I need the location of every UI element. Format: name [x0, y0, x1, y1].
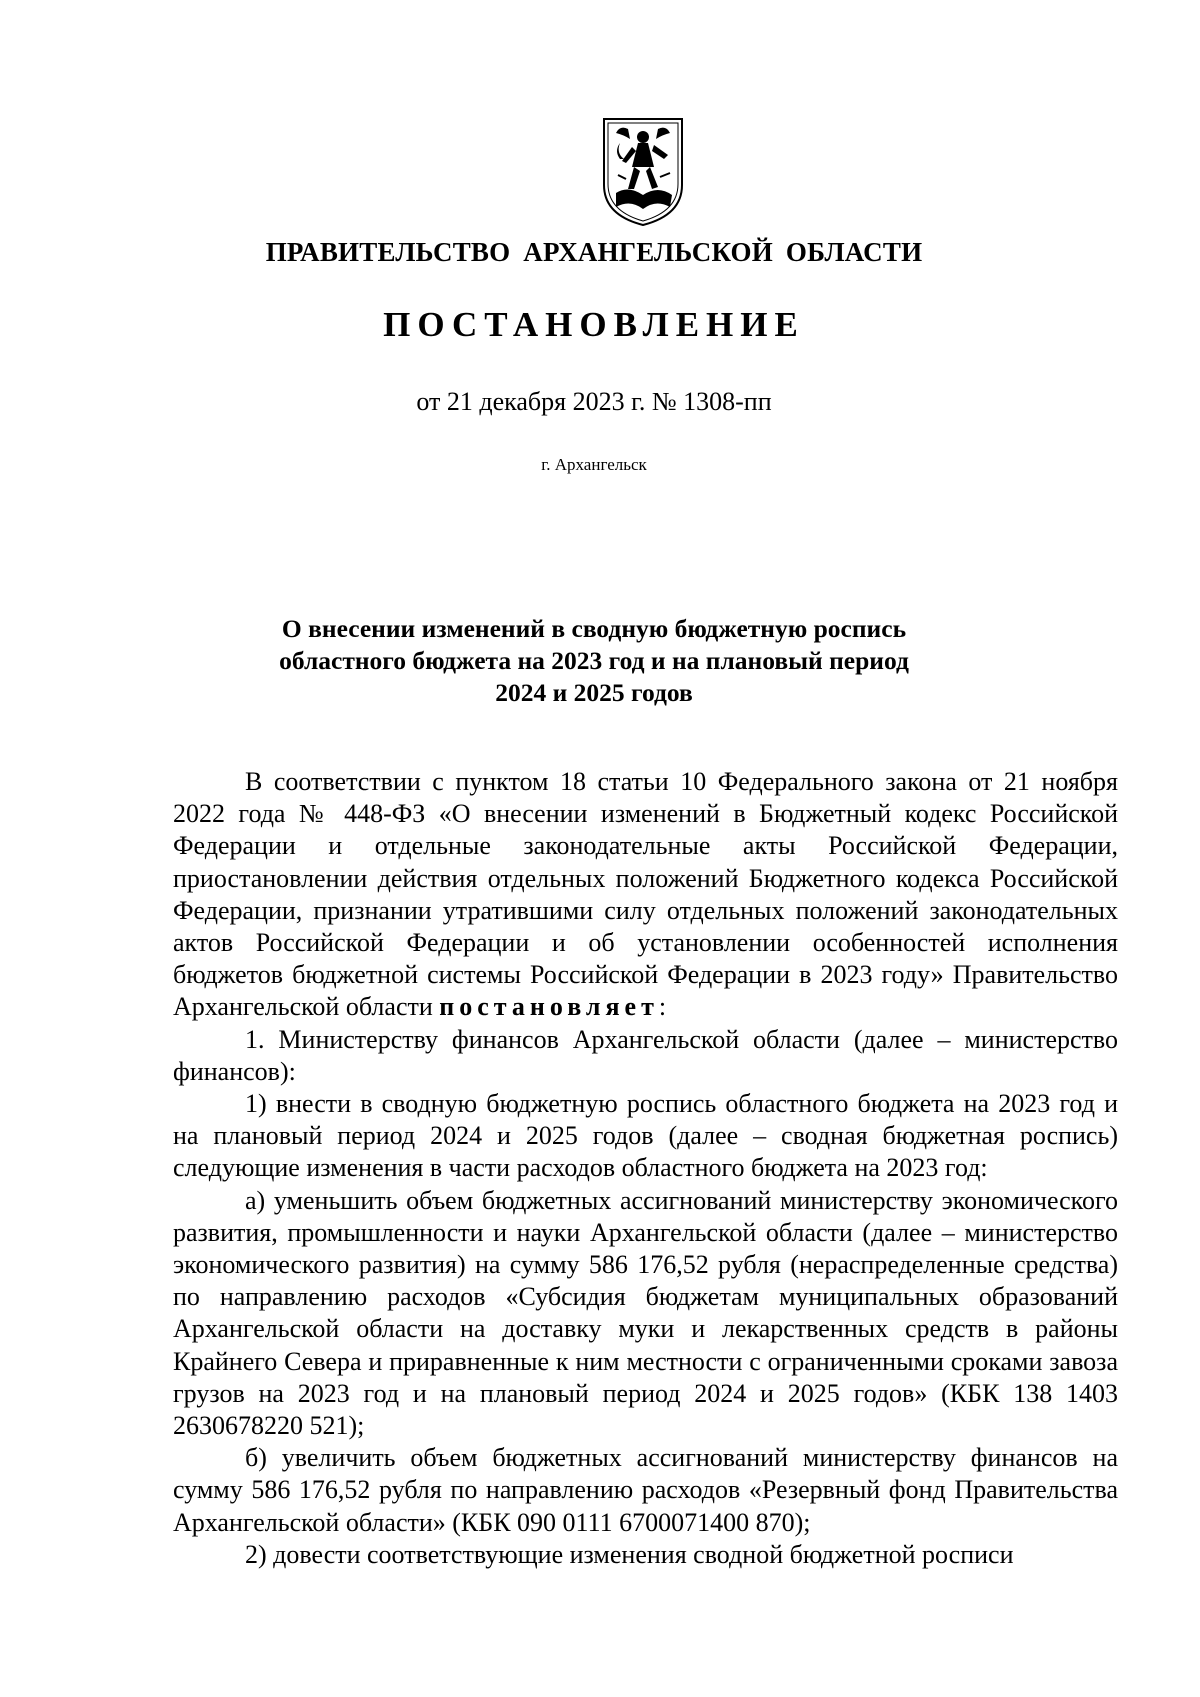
decree-verb: постановляет [439, 992, 659, 1022]
document-type: ПОСТАНОВЛЕНИЕ [383, 305, 805, 344]
coat-of-arms-emblem [598, 115, 688, 227]
paragraph-subitem-1: 1) внести в сводную бюджетную роспись областного бюджета на 2023 год и на плановый период 2024 и 2025 годов (далее – сводная бюджетная роспись) следующие изменения в части расходов областного бюджета на 2023 год: [173, 1089, 1118, 1183]
organization-name: ПРАВИТЕЛЬСТВО АРХАНГЕЛЬСКОЙ ОБЛАСТИ [265, 237, 923, 267]
document-body [173, 766, 1118, 1571]
paragraph-subitem-a: а) уменьшить объем бюджетных ассигнований министерству экономического развития, промышленности и науки Архангельской области (далее – министерство экономического развития) на сумму 586 176,52 рубля (нераспределенные средства) по направлению расходов «Субсидия бюджетам муниципальных образований Архангельской области на доставку муки и лекарственных средств в районы Крайнего Севера и приравненные к ним местности с ограниченными сроками завоза грузов на 2023 год и на плановый период 2024 и 2025 годов» (КБК 138 1403 2630678220 521); [173, 1185, 1118, 1441]
document-title [0, 613, 1188, 709]
preamble-end: : [658, 992, 667, 1022]
paragraph-subitem-2: 2) довести соответствующие изменения сводной бюджетной росписи [245, 1539, 1014, 1569]
paragraph-subitem-b: б) увеличить объем бюджетных ассигнований министерству финансов на сумму 586 176,52 рубля по направлению расходов «Резервный фонд Правительства Архангельской области» (КБК 090 0111 6700071400 870); [173, 1443, 1118, 1537]
title-line-3: 2024 и 2025 годов [495, 678, 693, 707]
title-line-2: областного бюджета на 2023 год и на плановый период [279, 646, 909, 675]
paragraph-preamble [173, 766, 1118, 1024]
city: г. Архангельск [541, 455, 647, 474]
title-line-1: О внесении изменений в сводную бюджетную роспись [281, 614, 907, 643]
date-and-number: от 21 декабря 2023 г. № 1308-пп [416, 387, 772, 416]
paragraph-item-1: 1. Министерству финансов Архангельской области (далее – министерство финансов): [173, 1024, 1118, 1086]
preamble-text: В соответствии с пунктом 18 статьи 10 Федерального закона от 21 ноября 2022 года № 448-ФЗ «О внесении изменений в Бюджетный кодекс Российской Федерации и отдельные законодательные акты Российской Федерации, приостановлении действия отдельных положений Бюджетного кодекса Российской Федерации, признании утратившими силу отдельных положений законодательных актов Российской Федерации и об установлении особенностей исполнения бюджетов бюджетной системы Российской Федерации в 2023 году» Правительство Архангельской области [173, 767, 1118, 1022]
